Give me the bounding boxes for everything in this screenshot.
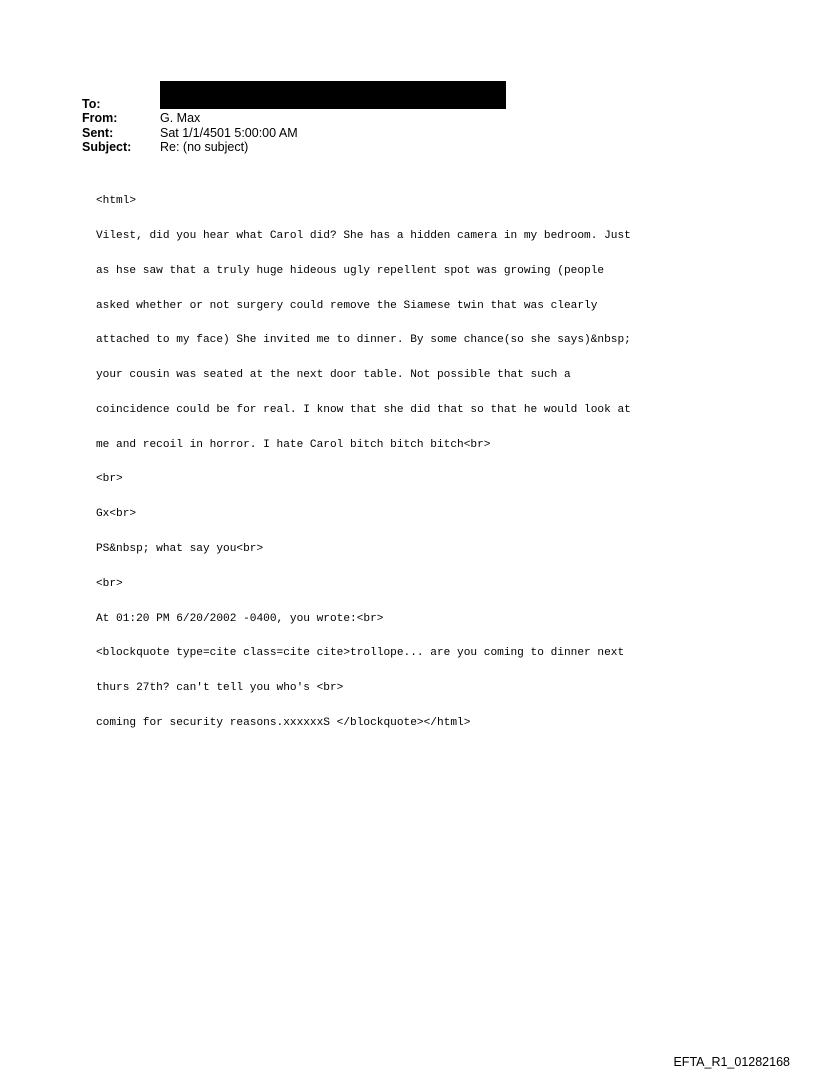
body-line: coincidence could be for real. I know that she did that so that he would look at	[96, 403, 631, 416]
sent-value: Sat 1/1/4501 5:00:00 AM	[160, 125, 298, 140]
email-header	[82, 85, 506, 155]
body-line: At 01:20 PM 6/20/2002 -0400, you wrote:<br>	[96, 612, 384, 625]
subject-row	[82, 140, 506, 155]
body-line: <blockquote type=cite class=cite cite>trollope... are you coming to dinner next	[96, 647, 625, 660]
body-line: thurs 27th? can't tell you who's <br>	[96, 682, 344, 695]
body-line: <br>	[96, 577, 123, 590]
from-value: G. Max	[160, 111, 201, 125]
subject-value: Re: (no subject)	[160, 140, 249, 154]
body-line: as hse saw that a truly huge hideous ugly repellent spot was growing (people	[96, 264, 605, 277]
to-value	[160, 83, 506, 115]
body-line: Gx<br>	[96, 508, 137, 521]
to-label: To:	[82, 96, 101, 111]
body-line: <br>	[96, 473, 123, 486]
subject-label: Subject:	[82, 140, 132, 154]
document-id: EFTA_R1_01282168	[673, 1055, 790, 1069]
body-line: <html>	[96, 195, 137, 208]
body-line: your cousin was seated at the next door table. Not possible that such a	[96, 369, 571, 382]
to-row	[82, 85, 506, 111]
body-line: me and recoil in horror. I hate Carol bitch bitch bitch<br>	[96, 438, 491, 451]
body-line: PS&nbsp; what say you<br>	[96, 543, 264, 555]
sent-label: Sent:	[82, 125, 114, 140]
body-line: attached to my face) She invited me to dinner. By some chance(so she says)&nbsp;	[96, 334, 631, 347]
email-body	[96, 173, 756, 741]
body-line: Vilest, did you hear what Carol did? She has a hidden camera in my bedroom. Just	[96, 229, 631, 242]
body-line: asked whether or not surgery could remove the Siamese twin that was clearly	[96, 299, 598, 312]
sent-row	[82, 126, 506, 141]
body-line: coming for security reasons.xxxxxxS </blockquote></html>	[96, 716, 471, 729]
redaction-block	[160, 81, 506, 109]
from-label: From:	[82, 111, 118, 125]
